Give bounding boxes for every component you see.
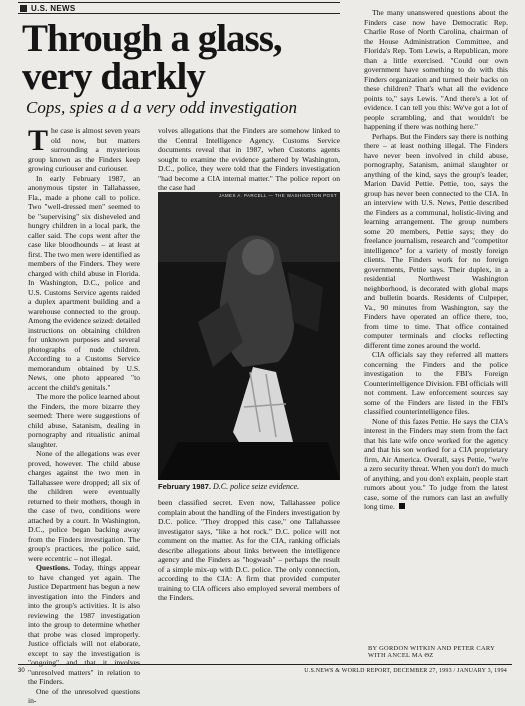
- subheadline: Cops, spies a d a very odd investigation: [26, 98, 298, 117]
- paragraph: [364, 417, 508, 512]
- paragraph: None of the allegations was ever proved, however. The child abuse charges against the two men in Tallahassee were dropped; all six of the children were eventually returned to their mothers, though in the case of two, conditions were attached by a court. In Washington, D.C., police began backing away from the Finders investigation. The group's practices, the police said, were eccentric – not illegal.: [28, 449, 140, 563]
- paragraph: been classified secret. Even now, Tallahassee police complain about the handling of the Finders investigation by D.C. police. "They dropped this case," one Tallahassee investigator says, "like a hot rock." D.C. police will not comment on the matter. As for the CIA, ranking officials describe allegations about links between the intelligence agency and the Finders as "hogwash" – perhaps the result of a simple mix-up with D.C. police. The only connection, according to the CIA: A firm that provided computer training to CIA officers also employed several members of the Finders.: [158, 498, 340, 602]
- caption-date: February 1987.: [158, 482, 211, 491]
- article-column-2-top: [158, 126, 340, 193]
- paragraph: Perhaps. But the Finders say there is nothing there – at least nothing illegal. The Finders have never been involved in child abuse, pornography, Satanism, animal slaughter or anything of the kind, says the group's leader, Marion David Pettie. Pettie, too, says the group has never been connected to the CIA. In an interview with U.S. News, Pettie described the Finders as a communal, holistic-living and learning arrangement. The group numbers some 20 members, Pettie says; they do freelance journalism, research and "competitor intelligence" for a variety of mostly foreign clients. The Finders work for no foreign governments, Pettie says. Their duplex, in a residential Northwest Washington neighborhood, is decorated with global maps and bulletin boards. Residents of Culpeper, Va., 90 minutes from Washington, say the Finders have operated an office there, too, from time to time. That office contained computer terminals and clocks reflecting different time zones around the world.: [364, 131, 508, 350]
- article-column-3: [364, 8, 508, 512]
- article-column-2-bottom: [158, 498, 340, 603]
- paragraph: CIA officials say they referred all matters concerning the Finders and the police investigation to the FBI's Foreign Counterintelligence Division. FBI officials will not comment. Law enforcement sources say some of the Finders are listed in the FBI's classified counterintelligence files.: [364, 350, 508, 416]
- evidence-photo: [158, 192, 340, 480]
- byline: BY GORDON WITKIN AND PETER CARY WITH ANCEL MA ΘZ: [368, 645, 495, 659]
- drop-cap: T: [28, 124, 49, 157]
- end-mark-icon: [399, 503, 405, 509]
- paragraph: [28, 563, 140, 687]
- paragraph-text: he case is almost seven years old now, but matters surrounding a mysterious group known as the Finders keep growing curiouser and curiouser.: [28, 126, 140, 173]
- article-column-1: [28, 126, 140, 706]
- paragraph-text: None of this fazes Pettie. He says the CIA's interest in the Finders may stem from the fact that his late wife once worked for the agency and that his son worked for a CIA proprietary firm, Air America. Overall, says Pettie, "we're a zero security threat. When you don't do much of anything, and you don't explain, people start rumors about you." To judge from the latest case, some of the rumors can last an awfully long time.: [364, 416, 508, 511]
- section-square-icon: [20, 5, 27, 12]
- paragraph: The many unanswered questions about the Finders case now have Democratic Rep. Charlie Rose of North Carolina, chairman of the House Administration Committee, and Florida's Rep. Tom Lewis, a Republican, more than a little exercised. "Could our own government have something to do with this Finders organization and turned their backs on these children? That's what all the evidence points to," says Lewis. "And there's a lot of evidence. I can tell you this: We've got a lot of people scrambling, and that wouldn't be happening if there was nothing here.": [364, 8, 508, 131]
- paragraph: volves allegations that the Finders are somehow linked to the Central Intelligence Agency. Customs Service documents reveal that in 1987, when Customs agents sought to examine the evidence gathered by Washington, D.C., police, they were told that the Finders investigation "had become a CIA internal matter." The police report on the case had: [158, 126, 340, 192]
- photo-caption: [158, 482, 340, 491]
- paragraph: In early February 1987, an anonymous tipster in Tallahassee, Fla., made a phone call to police. Two "well-dressed men" seemed to be "supervising" six disheveled and hungry children in a local park, the caller said. The cops went after the case like bloodhounds – at least at first. The two men were identified as members of the Finders. They were charged with child abuse in Florida. In Washington, D.C., police and U.S. Customs Service agents raided a duplex apartment building and a warehouse connected to the group. Among the evidence seized: detailed instructions on obtaining children for unknown purposes and several photographs of nude children. According to a Customs Service memorandum obtained by U.S. News, one photo appeared "to accent the child's genitals.": [28, 173, 140, 392]
- page-number: 30: [18, 668, 25, 674]
- headline-line-2: very darkly: [22, 55, 205, 98]
- paragraph: [28, 126, 140, 174]
- section-label: U.S. NEWS: [31, 3, 76, 13]
- footer-divider: [18, 664, 512, 665]
- publication-footer: U.S.NEWS & WORLD REPORT, DECEMBER 27, 1993 / JANUARY 3, 1994: [304, 668, 507, 674]
- headline-line-1: Through a glass,: [22, 17, 282, 60]
- subhead-inline: Questions.: [36, 563, 70, 572]
- caption-text: D.C. police seize evidence.: [210, 482, 300, 491]
- paragraph-text: Today, things appear to have changed yet again. The Justice Department has begun a new investigation into the Finders and into the group's activities. It is also reviewing the 1987 investigation into the group to determine whether that probe was closed improperly. Justice officials will not elaborate, except to say the investigation is "ongoing" and that it involves "unresolved matters" in relation to the Finders.: [28, 563, 140, 686]
- photo-illustration: [158, 192, 340, 480]
- headline: [22, 17, 352, 98]
- photo-credit: JAMES A. PARCELL — THE WASHINGTON POST: [218, 193, 337, 198]
- section-header: [18, 2, 340, 14]
- paragraph: One of the unresolved questions in-: [28, 686, 140, 705]
- paragraph: The more the police learned about the Finders, the more bizarre they seemed: There were suggestions of child abuse, Satanism, dealing in pornography and ritualistic animal slaughter.: [28, 392, 140, 449]
